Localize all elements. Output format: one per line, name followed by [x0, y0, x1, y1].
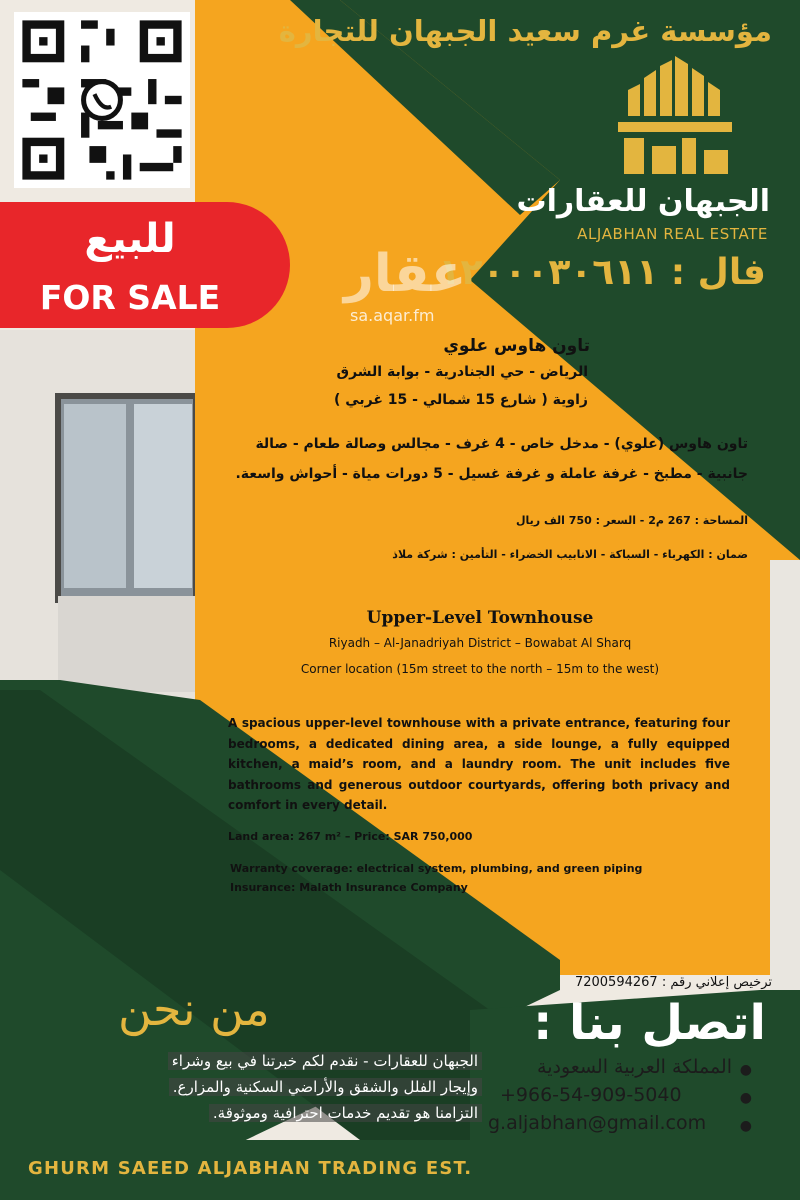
brand-name-en: ALJABHAN REAL ESTATE — [577, 225, 768, 243]
contact-country-item — [486, 1054, 758, 1082]
listing-warranty-ar: ضمان : الكهرباء - السباكة - الانابيب الخضراء - التأمين : شركة ملاذ — [392, 548, 748, 561]
listing-description-ar-1: تاون هاوس (علوي) - مدخل خاص - 4 غرف - مجالس وصالة طعام - صالة — [255, 436, 748, 452]
ad-license: ترخيص إعلاني رقم : 7200594267 — [574, 975, 772, 990]
contact-phone-item[interactable] — [486, 1082, 758, 1110]
bullet-icon: ● — [739, 1118, 752, 1134]
listing-title-en: Upper-Level Townhouse — [366, 608, 594, 628]
company-name-ar: مؤسسة غرم سعيد الجبهان للتجارة — [278, 14, 772, 48]
listing-area-price-ar: المساحة : 267 م2 - السعر : 750 الف ريال — [515, 514, 748, 527]
sale-label-en: FOR SALE — [39, 278, 221, 317]
listing-corner-en: Corner location (15m street to the north – 15m to the west) — [300, 662, 660, 676]
contact-heading: اتصل بنا : — [533, 995, 766, 1051]
about-line-2: وإيجار الفلل والشقق والأراضي السكنية والمزارع. — [169, 1078, 482, 1096]
about-line-3: التزامنا هو تقديم خدمات احترافية وموثوقة. — [209, 1104, 482, 1122]
listing-insurance-en: Insurance: Malath Insurance Company — [230, 881, 468, 894]
listing-location-en: Riyadh – Al-Janadriyah District – Bowabat Al Sharq — [328, 636, 632, 650]
footer-company-name: GHURM SAEED ALJABHAN TRADING EST. — [28, 1158, 473, 1179]
brand-name-ar: الجبهان للعقارات — [516, 184, 770, 219]
contact-list — [486, 1054, 758, 1138]
aqar-watermark-url: sa.aqar.fm — [350, 306, 435, 325]
building-logo-icon — [610, 56, 740, 182]
sale-label-ar: للبيع — [84, 216, 176, 262]
listing-description-en: A spacious upper-level townhouse with a private entrance, featuring four bedrooms, a dedicated dining area, a side lounge, a fully equipped kitchen, a maid’s room, and a laundry room. The unit includes five bathrooms and generous outdoor courtyards, offering both privacy and comfort in every detail. — [228, 716, 730, 812]
contact-phone[interactable]: +966-54-909-5040 — [500, 1084, 682, 1106]
about-text — [96, 1048, 482, 1126]
listing-corner-ar: زاوية ( شارع 15 شمالي - 15 غربي ) — [333, 392, 588, 408]
aqar-watermark: عقار — [344, 244, 467, 304]
contact-country: المملكة العربية السعودية — [537, 1056, 732, 1078]
contact-email[interactable]: g.aljabhan@gmail.com — [488, 1112, 707, 1134]
bullet-icon: ● — [739, 1062, 752, 1078]
listing-warranty-en: Warranty coverage: electrical system, plumbing, and green piping — [230, 862, 643, 875]
contact-email-item[interactable] — [486, 1110, 758, 1138]
about-heading: من نحن — [118, 982, 270, 1036]
about-line-1: الجبهان للعقارات - نقدم لكم خبرتنا في بيع وشراء — [168, 1052, 482, 1070]
bullet-icon: ● — [739, 1090, 752, 1106]
qr-code[interactable] — [14, 12, 190, 188]
listing-description-ar-2: جانبية - مطبخ - غرفة عاملة و غرفة غسيل - 5 دورات مياة - أحواش واسعة. — [235, 466, 748, 482]
fal-license: فال : ١٢٠٠٠٣٠٦١١ — [438, 252, 766, 293]
listing-area-price-en: Land area: 267 m² – Price: SAR 750,000 — [228, 830, 473, 843]
listing-title-ar: تاون هاوس علوي — [443, 336, 590, 356]
listing-location-ar: الرياض - حي الجنادرية - بوابة الشرق — [336, 364, 588, 380]
qr-code-icon — [14, 12, 190, 188]
for-sale-badge — [0, 202, 290, 328]
